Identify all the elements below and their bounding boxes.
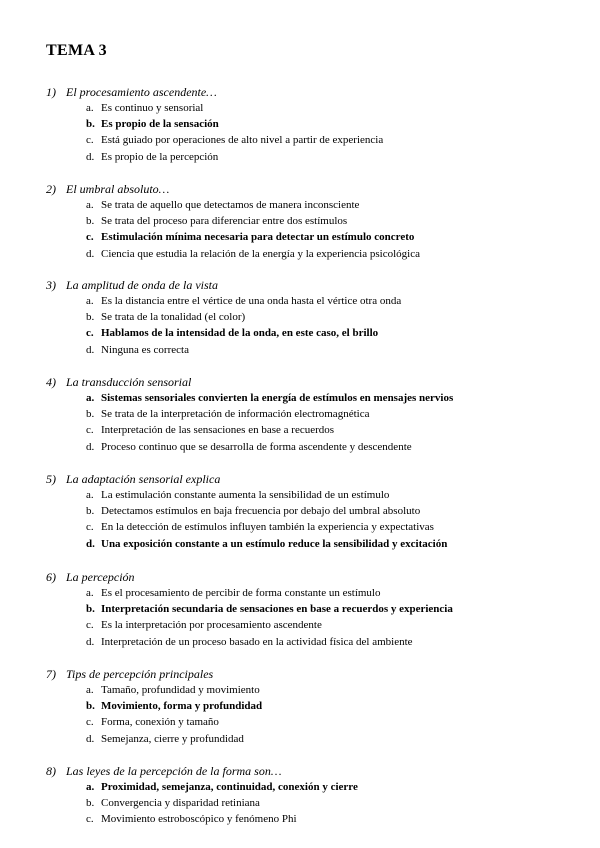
option-letter: a. xyxy=(86,781,95,793)
question-number: 1) xyxy=(46,85,56,99)
answer-option xyxy=(46,714,566,730)
answer-option-correct xyxy=(46,779,566,795)
option-text: Es la interpretación por procesamiento ascendente xyxy=(101,619,322,632)
answer-option xyxy=(46,487,566,503)
answer-option xyxy=(46,519,566,535)
answer-option xyxy=(46,246,566,262)
option-text: Es propio de la sensación xyxy=(101,118,219,131)
option-letter: d. xyxy=(86,635,95,648)
option-text: Se trata de la tonalidad (el color) xyxy=(101,311,246,324)
question-text: La transducción sensorial xyxy=(66,375,192,389)
question-8 xyxy=(46,763,566,828)
question-5 xyxy=(46,471,566,552)
option-letter: c. xyxy=(86,231,94,244)
answer-option xyxy=(46,682,566,698)
answer-option xyxy=(46,213,566,229)
question-1 xyxy=(46,84,566,165)
option-text: Es la distancia entre el vértice de una onda hasta el vértice otra onda xyxy=(101,295,402,307)
option-letter: c. xyxy=(86,134,94,147)
answer-option-correct xyxy=(46,536,566,552)
answer-option xyxy=(46,811,566,827)
answer-option xyxy=(46,132,566,148)
question-number: 4) xyxy=(46,375,56,389)
question-heading xyxy=(46,181,566,197)
question-text: La percepción xyxy=(66,570,135,584)
option-text: Ninguna es correcta xyxy=(101,343,189,356)
option-text: Forma, conexión y tamaño xyxy=(101,716,219,729)
answer-option xyxy=(46,503,566,519)
option-letter: c. xyxy=(86,716,94,729)
option-letter: d. xyxy=(86,150,95,163)
option-text: Movimiento, forma y profundidad xyxy=(101,700,263,713)
option-text: Estimulación mínima necesaria para detectar un estímulo concreto xyxy=(101,231,415,244)
question-heading xyxy=(46,763,566,779)
question-number: 3) xyxy=(46,278,56,292)
answer-option-correct xyxy=(46,601,566,617)
answer-option-correct xyxy=(46,229,566,245)
option-letter: a. xyxy=(86,295,94,307)
question-heading xyxy=(46,569,566,585)
option-text: Se trata de aquello que detectamos de manera inconsciente xyxy=(101,199,360,211)
option-letter: c. xyxy=(86,424,94,437)
answer-option xyxy=(46,439,566,455)
question-number: 8) xyxy=(46,764,56,778)
option-letter: d. xyxy=(86,732,95,745)
question-heading xyxy=(46,374,566,390)
answer-option xyxy=(46,293,566,309)
option-letter: a. xyxy=(86,489,94,501)
option-letter: c. xyxy=(86,521,94,534)
option-letter: d. xyxy=(86,537,95,550)
answer-option-correct xyxy=(46,698,566,714)
option-text: Proximidad, semejanza, continuidad, conexión y cierre xyxy=(101,781,358,793)
answer-option xyxy=(46,731,566,747)
question-6 xyxy=(46,569,566,650)
option-text: Una exposición constante a un estímulo reduce la sensibilidad y excitación xyxy=(101,537,448,550)
option-text: Semejanza, cierre y profundidad xyxy=(101,732,244,745)
option-text: Se trata de la interpretación de información electromagnética xyxy=(101,408,370,421)
option-letter: c. xyxy=(86,619,94,632)
answer-option xyxy=(46,585,566,601)
question-text: El procesamiento ascendente… xyxy=(66,85,217,99)
answer-option xyxy=(46,634,566,650)
option-text: La estimulación constante aumenta la sensibilidad de un estímulo xyxy=(101,489,390,501)
option-letter: b. xyxy=(86,118,95,131)
answer-option xyxy=(46,149,566,165)
question-number: 2) xyxy=(46,182,56,196)
option-text: Interpretación secundaria de sensaciones en base a recuerdos y experiencia xyxy=(101,603,453,616)
option-text: Convergencia y disparidad retiniana xyxy=(101,797,260,810)
question-4 xyxy=(46,374,566,455)
question-3 xyxy=(46,277,566,358)
option-text: Hablamos de la intensidad de la onda, en este caso, el brillo xyxy=(101,327,379,340)
option-text: Es propio de la percepción xyxy=(101,150,219,163)
answer-option-correct xyxy=(46,325,566,341)
question-7 xyxy=(46,666,566,747)
option-text: Sistemas sensoriales convierten la energía de estímulos en mensajes nervios xyxy=(101,392,454,404)
option-letter: b. xyxy=(86,700,95,713)
option-text: Es continuo y sensorial xyxy=(101,102,204,114)
question-text: Tips de percepción principales xyxy=(66,667,214,681)
answer-option xyxy=(46,100,566,116)
option-text: Movimiento estroboscópico y fenómeno Phi xyxy=(101,813,297,826)
option-text: Es el procesamiento de percibir de forma constante un estímulo xyxy=(101,587,381,599)
answer-option xyxy=(46,197,566,213)
question-text: El umbral absoluto… xyxy=(66,182,170,196)
answer-option xyxy=(46,795,566,811)
question-number: 7) xyxy=(46,667,56,681)
option-letter: a. xyxy=(86,102,94,114)
option-letter: b. xyxy=(86,797,95,810)
question-heading xyxy=(46,666,566,682)
answer-option xyxy=(46,406,566,422)
answer-option xyxy=(46,617,566,633)
option-text: Está guiado por operaciones de alto nivel a partir de experiencia xyxy=(101,134,384,147)
answer-option xyxy=(46,422,566,438)
question-heading xyxy=(46,277,566,293)
option-text: Interpretación de un proceso basado en la actividad física del ambiente xyxy=(101,635,413,648)
option-letter: d. xyxy=(86,440,95,453)
option-letter: c. xyxy=(86,327,94,340)
option-letter: a. xyxy=(86,684,94,696)
answer-option xyxy=(46,342,566,358)
option-letter: b. xyxy=(86,215,95,228)
option-text: En la detección de estímulos influyen también la experiencia y expectativas xyxy=(101,521,434,534)
answer-option xyxy=(46,309,566,325)
question-2 xyxy=(46,181,566,262)
question-text: La adaptación sensorial explica xyxy=(66,472,221,486)
option-letter: d. xyxy=(86,343,95,356)
option-letter: b. xyxy=(86,311,95,324)
answer-option-correct xyxy=(46,116,566,132)
option-text: Ciencia que estudia la relación de la energía y la experiencia psicológica xyxy=(101,247,420,260)
question-number: 5) xyxy=(46,472,56,486)
question-text: La amplitud de onda de la vista xyxy=(66,278,218,292)
option-letter: c. xyxy=(86,813,94,826)
option-letter: a. xyxy=(86,199,94,211)
option-text: Tamaño, profundidad y movimiento xyxy=(101,684,260,696)
question-number: 6) xyxy=(46,570,56,584)
question-heading xyxy=(46,84,566,100)
question-text: Las leyes de la percepción de la forma son… xyxy=(66,764,282,778)
page-title: TEMA 3 xyxy=(46,42,107,59)
answer-option-correct xyxy=(46,390,566,406)
option-letter: d. xyxy=(86,247,95,260)
option-letter: a. xyxy=(86,392,95,404)
question-heading xyxy=(46,471,566,487)
option-text: Interpretación de las sensaciones en base a recuerdos xyxy=(101,424,335,437)
option-text: Proceso continuo que se desarrolla de forma ascendente y descendente xyxy=(101,440,412,453)
option-text: Detectamos estímulos en baja frecuencia por debajo del umbral absoluto xyxy=(101,505,421,518)
option-letter: b. xyxy=(86,603,95,616)
option-letter: b. xyxy=(86,505,95,518)
option-letter: b. xyxy=(86,408,95,421)
option-letter: a. xyxy=(86,587,94,599)
option-text: Se trata del proceso para diferenciar entre dos estímulos xyxy=(101,215,348,228)
